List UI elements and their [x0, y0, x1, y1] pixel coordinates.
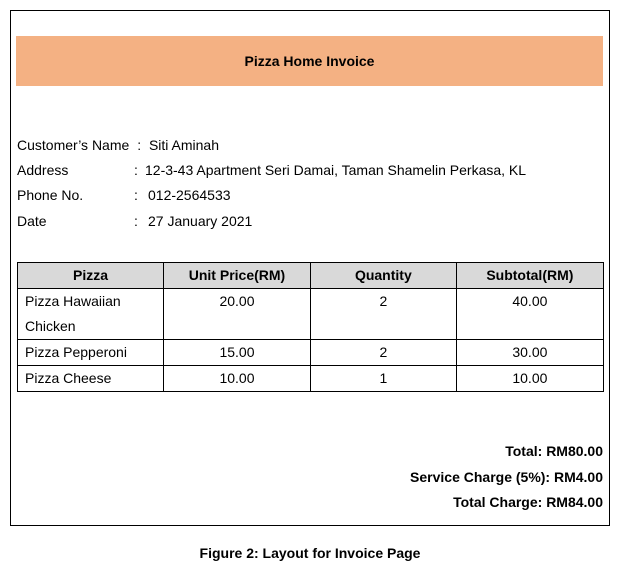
pizza-name-line1: Pizza Hawaiian	[25, 293, 121, 309]
date-value: 27 January 2021	[148, 213, 253, 229]
figure-caption: Figure 2: Layout for Invoice Page	[199, 545, 421, 561]
invoice-title-bar	[16, 36, 603, 86]
customer-name-row	[17, 137, 219, 153]
customer-name-value: Siti Aminah	[148, 137, 220, 153]
invoice-items-table	[17, 262, 604, 392]
unit-price-cell: 15.00	[164, 340, 311, 366]
subtotal-cell: 10.00	[456, 366, 603, 392]
phone-value: 012-2564533	[148, 187, 231, 203]
date-label: Date	[17, 213, 47, 229]
pizza-name-cell: Pizza Pepperoni	[18, 340, 164, 366]
pizza-name-cell	[18, 289, 164, 340]
service-charge-amount: Service Charge (5%): RM4.00	[410, 469, 603, 485]
header-pizza: Pizza	[18, 263, 164, 289]
quantity-cell: 2	[310, 340, 456, 366]
customer-name-label: Customer’s Name	[17, 137, 130, 153]
header-subtotal: Subtotal(RM)	[456, 263, 603, 289]
subtotal-cell: 40.00	[456, 289, 603, 340]
subtotal-cell: 30.00	[456, 340, 603, 366]
unit-price-cell: 10.00	[164, 366, 311, 392]
address-value: 12-3-43 Apartment Seri Damai, Taman Shamelin Perkasa, KL	[145, 162, 527, 178]
date-separator: :	[134, 213, 138, 229]
phone-label: Phone No.	[17, 187, 84, 203]
invoice-title: Pizza Home Invoice	[244, 53, 375, 69]
total-amount: Total: RM80.00	[505, 443, 603, 459]
pizza-name-cell: Pizza Cheese	[18, 366, 164, 392]
quantity-cell: 2	[310, 289, 456, 340]
customer-name-separator: :	[137, 137, 142, 153]
header-unit-price: Unit Price(RM)	[164, 263, 311, 289]
address-label: Address	[17, 162, 69, 178]
table-row	[18, 289, 604, 340]
date-row	[17, 213, 577, 229]
phone-row	[17, 187, 577, 203]
header-quantity: Quantity	[310, 263, 456, 289]
quantity-cell: 1	[310, 366, 456, 392]
table-row	[18, 340, 604, 366]
total-charge-amount: Total Charge: RM84.00	[453, 494, 603, 510]
address-row	[17, 162, 577, 178]
address-separator: :	[134, 162, 138, 178]
pizza-name-line2: Chicken	[25, 318, 76, 334]
unit-price-cell: 20.00	[164, 289, 311, 340]
table-row	[18, 366, 604, 392]
table-header-row	[18, 263, 604, 289]
phone-separator: :	[134, 187, 138, 203]
